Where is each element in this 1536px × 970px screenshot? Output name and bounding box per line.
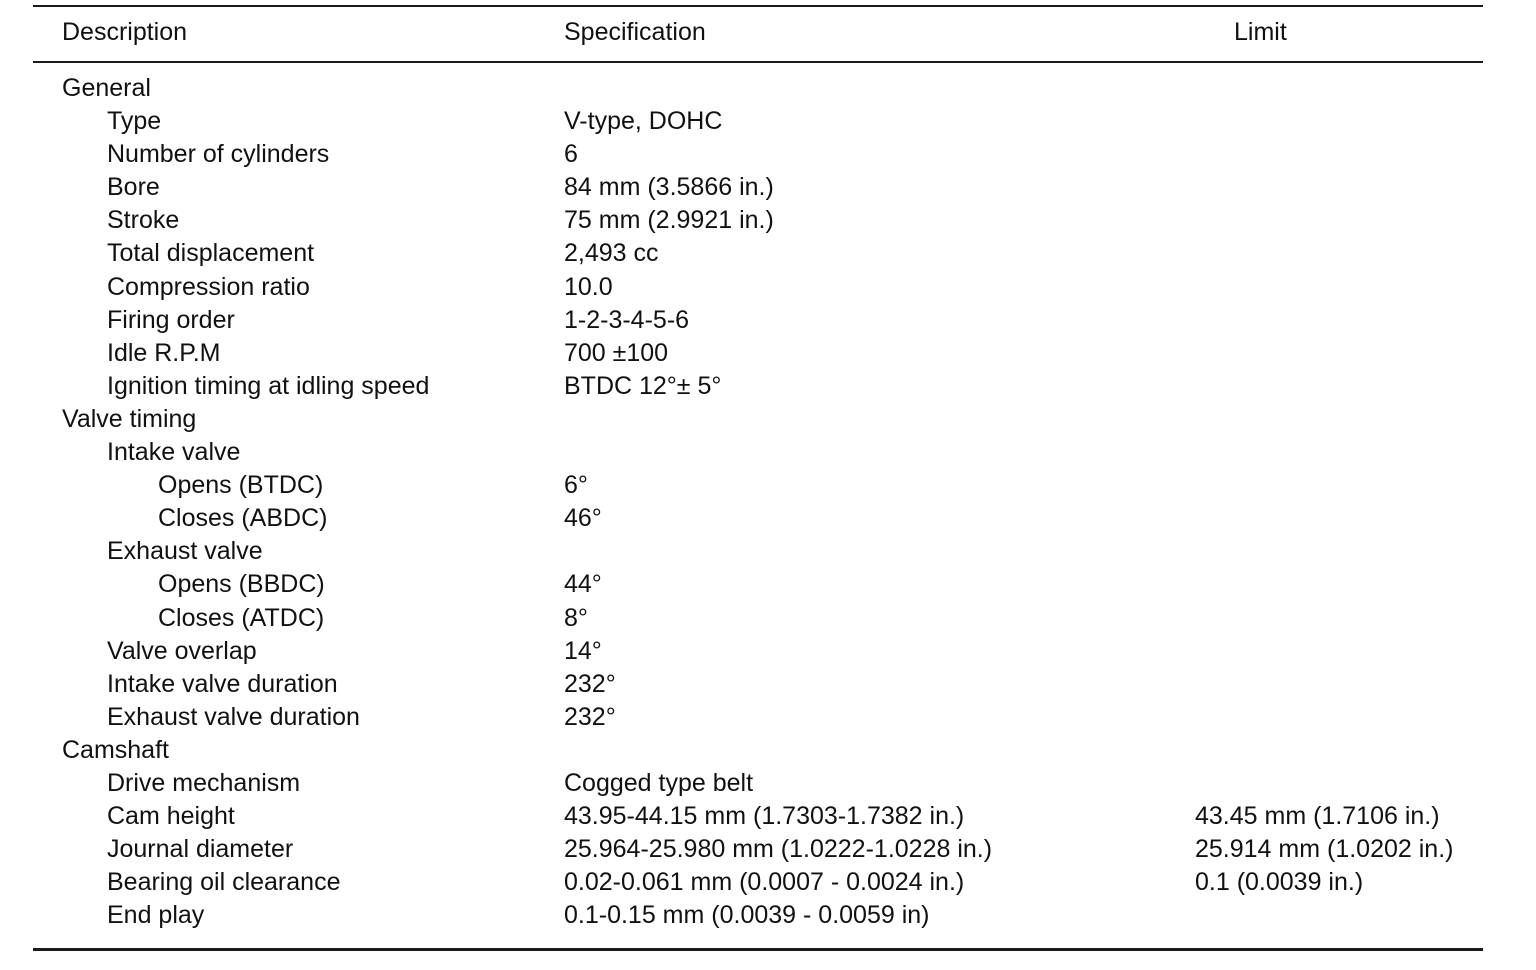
row-description: Bearing oil clearance: [107, 868, 341, 897]
table-row: [0, 535, 1536, 568]
table-row: [0, 105, 1536, 138]
table-row: [0, 237, 1536, 270]
row-description: End play: [107, 901, 205, 930]
row-limit: 43.45 mm (1.7106 in.): [1195, 802, 1440, 831]
row-specification: 700 ±100: [564, 338, 669, 367]
table-row: [0, 138, 1536, 171]
table-row: [0, 502, 1536, 535]
header-rule: [33, 61, 1483, 63]
row-specification: 43.95-44.15 mm (1.7303-1.7382 in.): [564, 802, 965, 831]
row-description: Cam height: [107, 802, 235, 831]
row-description: Exhaust valve: [107, 537, 263, 566]
row-description: Opens (BBDC): [158, 570, 325, 599]
table-row: [0, 204, 1536, 237]
row-specification: 84 mm (3.5866 in.): [564, 173, 774, 202]
row-description: Compression ratio: [107, 272, 310, 301]
table-row: [0, 602, 1536, 635]
header-specification: Specification: [564, 18, 706, 46]
row-specification: 14°: [564, 636, 602, 665]
table-row: [0, 469, 1536, 502]
row-specification: 25.964-25.980 mm (1.0222-1.0228 in.): [564, 835, 993, 864]
table-row: [0, 701, 1536, 734]
row-description: Journal diameter: [107, 835, 294, 864]
row-description: Valve timing: [62, 404, 197, 433]
row-specification: 6: [564, 140, 578, 169]
row-specification: 6°: [564, 471, 588, 500]
header-limit: Limit: [1234, 18, 1287, 46]
row-limit: 25.914 mm (1.0202 in.): [1195, 835, 1454, 864]
row-description: Total displacement: [107, 239, 315, 268]
row-specification: Cogged type belt: [564, 768, 754, 797]
row-specification: 232°: [564, 669, 616, 698]
row-specification: 1-2-3-4-5-6: [564, 305, 690, 334]
table-row: [0, 866, 1536, 899]
row-specification: 75 mm (2.9921 in.): [564, 206, 774, 235]
table-row: [0, 800, 1536, 833]
table-row: [0, 436, 1536, 469]
row-specification: 46°: [564, 504, 602, 533]
table-bottom-rule: [33, 948, 1483, 951]
table-row: [0, 72, 1536, 105]
row-description: Firing order: [107, 305, 235, 334]
row-description: Drive mechanism: [107, 768, 301, 797]
row-description: Idle R.P.M: [107, 338, 221, 367]
header-description: Description: [62, 18, 188, 46]
row-description: Closes (ATDC): [158, 603, 325, 632]
spec-table-body: [0, 72, 1536, 932]
row-description: Exhaust valve duration: [107, 702, 360, 731]
row-specification: 232°: [564, 702, 616, 731]
table-row: [0, 370, 1536, 403]
row-specification: 8°: [564, 603, 588, 632]
table-row: [0, 337, 1536, 370]
table-row: [0, 668, 1536, 701]
table-row: [0, 403, 1536, 436]
row-description: General: [62, 74, 151, 102]
table-row: [0, 833, 1536, 866]
row-description: Stroke: [107, 206, 180, 235]
table-row: [0, 767, 1536, 800]
table-row: [0, 734, 1536, 767]
row-description: Intake valve duration: [107, 669, 338, 698]
row-specification: V-type, DOHC: [564, 107, 723, 136]
table-top-rule: [33, 5, 1483, 7]
row-description: Closes (ABDC): [158, 504, 328, 533]
row-limit: 0.1 (0.0039 in.): [1195, 868, 1364, 897]
row-description: Ignition timing at idling speed: [107, 371, 430, 400]
table-row: [0, 271, 1536, 304]
table-row: [0, 568, 1536, 601]
table-row: [0, 171, 1536, 204]
row-description: Valve overlap: [107, 636, 257, 665]
table-row: [0, 304, 1536, 337]
row-description: Number of cylinders: [107, 140, 330, 169]
row-description: Camshaft: [62, 735, 169, 764]
row-specification: 0.1-0.15 mm (0.0039 - 0.0059 in): [564, 901, 930, 930]
row-specification: 0.02-0.061 mm (0.0007 - 0.0024 in.): [564, 868, 965, 897]
table-row: [0, 899, 1536, 932]
row-description: Type: [107, 107, 162, 136]
row-specification: 10.0: [564, 272, 613, 301]
row-description: Opens (BTDC): [158, 471, 324, 500]
row-description: Intake valve: [107, 438, 241, 467]
row-specification: 44°: [564, 570, 602, 599]
row-specification: BTDC 12°± 5°: [564, 371, 722, 400]
row-description: Bore: [107, 173, 160, 202]
row-specification: 2,493 cc: [564, 239, 659, 268]
table-row: [0, 635, 1536, 668]
